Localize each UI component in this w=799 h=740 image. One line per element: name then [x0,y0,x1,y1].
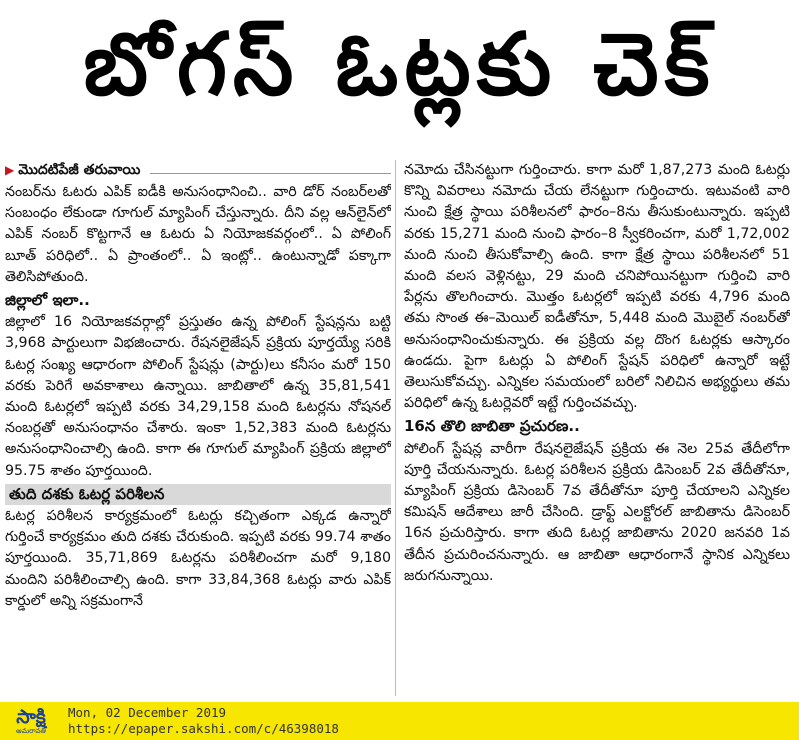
logo-mark: సాక్షి [16,706,46,728]
headline: బోగస్ ఓట్లకు చెక్ [83,14,716,115]
left-paragraph-1: నంబర్‌ను ఓటరు ఎపిక్ ఐడీకి అనుసంధానించి.. వారి డోర్ నంబర్‌లతో సంబంధం లేకుండా గూగుల్ మ్యాపింగ్ చేస్తున్నారు. దీని వల్ల ఆన్‌లైన్‌లో ఎపిక్ నంబర్ కొట్టగానే ఆ ఓటరు ఏ నియోజకవర్గంలో.. ఏ పోలింగ్ బూత్ పరిధిలో.. ఏ ప్రాంతంలో.. ఏ ఇంట్లో.. ఉంటున్నాడో పక్కాగా తెలిసిపోతుంది. [5,184,391,285]
publish-date: Mon, 02 December 2019 [68,705,227,720]
column-divider [395,160,396,696]
left-paragraph-2: జిల్లాలో 16 నియోజకవర్గాల్లో ప్రస్తుతం ఉన్న పోలింగ్ స్టేషన్లను బట్టి 3,968 పార్టులుగా విభజించారు. రేషనలైజేషన్ ప్రక్రియ పూర్తయ్యే సరికి ఓటర్ల సంఖ్య ఆధారంగా పోలింగ్ స్టేషన్లు (పార్టు)లు కనీసం మరో 150 వరకు పెరిగే అవకాశాలు ఉన్నాయి. జాబితాలో ఉన్న 35,81,541 మంది ఓటర్లలో ఇప్పటి వరకు 34,29,158 మంది ఓటర్లను నోషనల్ నంబర్లతో అనుసంధానం చేశారు. ఇంకా 1,52,383 మంది ఓటర్లను అనుసంధానించాల్సి ఉంది. కాగా ఈ గూగుల్ మ్యాపింగ్ ప్రక్రియ జిల్లాలో 95.75 శాతం పూర్తయింది. [5,314,391,479]
source-url[interactable]: https://epaper.sakshi.com/c/46398018 [68,721,339,736]
subheading-final-stage: తుది దశకు ఓటర్ల పరిశీలన [5,484,391,505]
kicker-label: మొదటిపేజీ తరువాయి [18,162,141,179]
footer-bar [0,702,799,740]
subheading-district: జిల్లాలో ఇలా.. [5,291,90,310]
kicker-arrow-icon: ▶ [5,163,15,178]
left-paragraph-3: ఓటర్ల పరిశీలన కార్యక్రమంలో ఓటర్లు కచ్చితంగా ఎక్కడ ఉన్నారో గుర్తించే కార్యక్రమం తుది దశకు చేరుకుంది. ఇప్పటి వరకు 99.74 శాతం పూర్తయింది. 35,71,869 ఓటర్లను పరిశీలించగా మరో 9,180 మందిని పరిశీలించాల్సి ఉంది. కాగా 33,84,368 ఓటర్లు వారు ఎపిక్ కార్డులో అన్ని సక్రమంగానే [5,508,391,609]
article-column-right [404,160,790,696]
kicker-rule [150,173,391,174]
sakshi-logo [0,702,62,740]
article-column-left [5,160,391,696]
kicker [5,160,391,182]
footer-info [68,705,339,737]
right-paragraph-2: పోలింగ్ స్టేషన్ల వారీగా రేషనలైజేషన్ ప్రక్రియ ఈ నెల 25వ తేదీలోగా పూర్తి చేయనున్నారు. ఓటర్ల పరిశీలన ప్రక్రియ డిసెంబర్ 2వ తేదీతోనూ, మ్యాపింగ్ ప్రక్రియ డిసెంబర్ 7వ తేదీతోనూ పూర్తి చేయాలని ఎన్నికల కమిషన్ ఆదేశాలు జారీ చేసింది. డ్రాఫ్ట్ ఎలక్టోరల్ జాబితాను డిసెంబర్ 16న ప్రచురిస్తారు. కాగా తుది ఓటర్ల జాబితాను 2020 జనవరి 1వ తేదీన ప్రచురించనున్నారు. ఆ జాబితా ఆధారంగానే స్థానిక ఎన్నికలు జరుగనున్నాయి. [404,440,790,584]
logo-edition: అమరావతి [16,727,46,735]
right-paragraph-1: నమోదు చేసినట్టుగా గుర్తించారు. కాగా మరో 1,87,273 మంది ఓటర్లు కొన్ని వివరాలు నమోదు చేయ లేనట్టుగా గుర్తించారు. ఇటువంటి వారి నుంచి క్షేత్ర స్థాయి పరిశీలనలో ఫారం–8ను తీసుకుంటున్నారు. ఇప్పటి వరకు 15,271 మంది నుంచి ఫారం–8 స్వీకరించగా, మరో 1,72,002 మంది నుంచి తీసుకోవాల్సి ఉంది. కాగా క్షేత్ర స్థాయి పరిశీలనలో 51 మంది వలస వెళ్లినట్టు, 29 మంది చనిపోయినట్టుగా గుర్తించి వారి పేర్లను తొలగించారు. మొత్తం ఓటర్లలో ఇప్పటి వరకు 4,796 మంది తమ సొంత ఈ–మెయిల్ ఐడీతోనూ, 5,448 మంది మొబైల్ నంబర్‌తో అనుసంధానించుకున్నారు. ఈ ప్రక్రియ వల్ల దొంగ ఓటర్లకు ఆస్కారం ఉండదు. పైగా ఓటర్లు ఏ పోలింగ్ స్టేషన్ పరిధిలో ఉన్నారో ఇట్టే తెలుసుకోవచ్చు. ఎన్నికల సమయంలో బరిలో నిలిచిన అభ్యర్థులు తమ పరిధిలో ఉన్న ఓటర్లెవరో ఇట్టే గుర్తించవచ్చు. [404,162,790,412]
subheading-first-list: 16న తొలి జాబితా ప్రచురణ.. [404,417,580,436]
